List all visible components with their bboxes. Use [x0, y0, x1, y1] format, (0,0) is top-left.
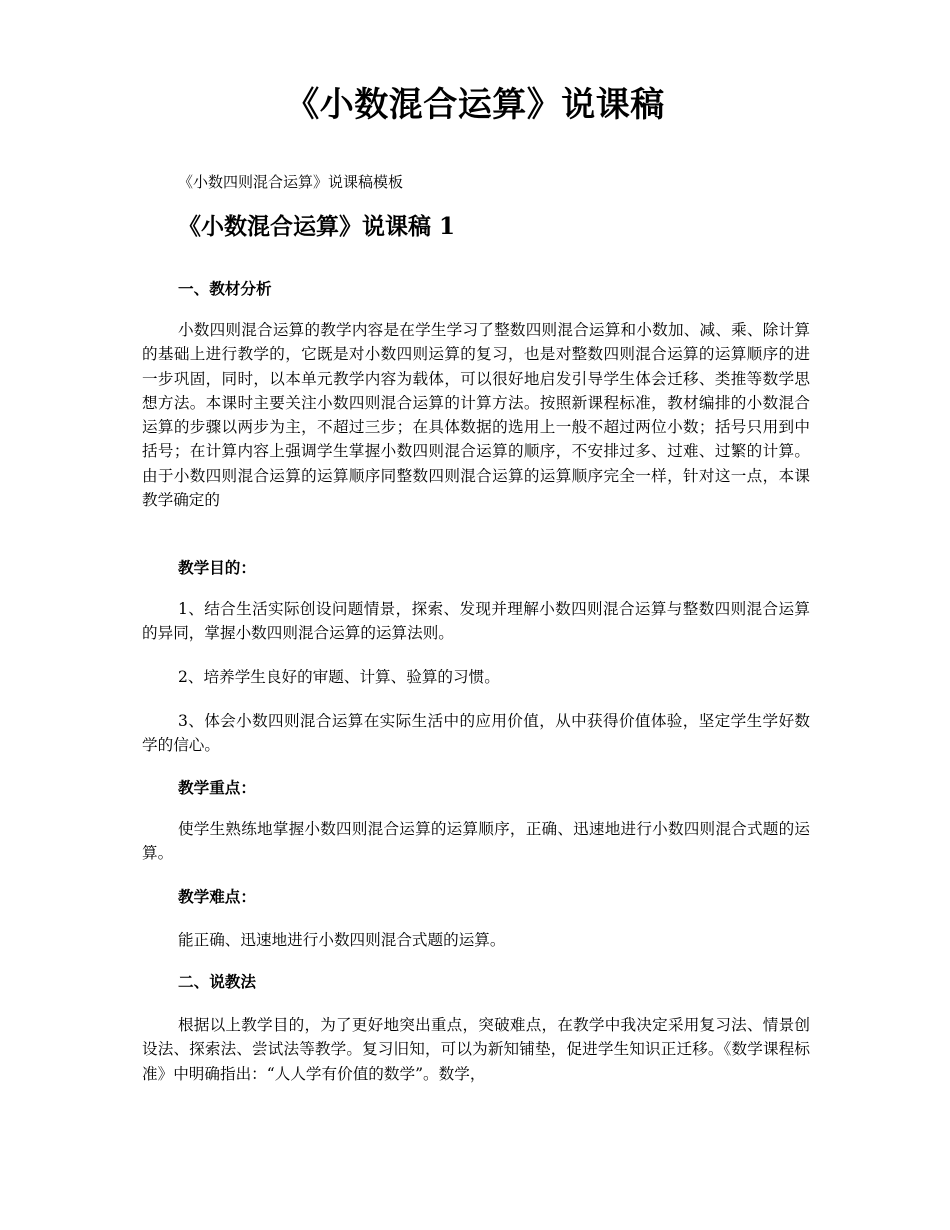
- paragraph-teaching-material: 小数四则混合运算的教学内容是在学生学习了整数四则混合运算和小数加、减、乘、除计算的基础上进行教学的，它既是对小数四则运算的复习，也是对整数四则混合运算的运算顺序的进一步巩固，同时，以本单元教学内容为载体，可以很好地启发引导学生体会迁移、类推等数学思想方法。本课时主要关注小数四则混合运算的计算方法。按照新课程标准，教材编排的小数混合运算的步骤以两步为主，不超过三步；在具体数据的选用上一般不超过两位小数；括号只用到中括号；在计算内容上强调学生掌握小数四则混合运算的顺序，不安排过多、过难、过繁的计算。由于小数四则混合运算的运算顺序同整数四则混合运算的运算顺序完全一样，针对这一点，本课教学确定的: [142, 321, 810, 510]
- paragraph-key-points: 使学生熟练地掌握小数四则混合运算的运算顺序，正确、迅速地进行小数四则混合式题的运算。: [142, 820, 810, 863]
- heading-teaching-method: 二、说教法: [178, 972, 256, 991]
- paragraph-goal-3: 3、体会小数四则混合运算在实际生活中的应用价值，从中获得价值体验，坚定学生学好数学的信心。: [142, 712, 810, 755]
- heading-teaching-material: 一、教材分析: [178, 279, 272, 298]
- paragraph-difficulties: 能正确、迅速地进行小数四则混合式题的运算。: [178, 931, 506, 949]
- document-title: 《小数混合运算》说课稿: [285, 85, 665, 125]
- document-subtitle: 《小数四则混合运算》说课稿模板: [178, 173, 404, 191]
- section-title: 《小数混合运算》说课稿 1: [178, 213, 456, 240]
- paragraph-goal-1: 1、结合生活实际创设问题情景，探索、发现并理解小数四则混合运算与整数四则混合运算的异同，掌握小数四则混合运算的运算法则。: [142, 600, 810, 643]
- heading-difficulties: 教学难点：: [178, 887, 256, 906]
- heading-teaching-goals: 教学目的：: [178, 558, 256, 577]
- heading-key-points: 教学重点：: [178, 778, 256, 797]
- paragraph-teaching-method: 根据以上教学目的，为了更好地突出重点，突破难点，在教学中我决定采用复习法、情景创设法、探索法、尝试法等教学。复习旧知，可以为新知铺垫，促进学生知识正迁移。《数学课程标准》中明确指出：“人人学有价值的数学”。数学，: [142, 1016, 810, 1083]
- paragraph-goal-2: 2、培养学生良好的审题、计算、验算的习惯。: [178, 668, 500, 686]
